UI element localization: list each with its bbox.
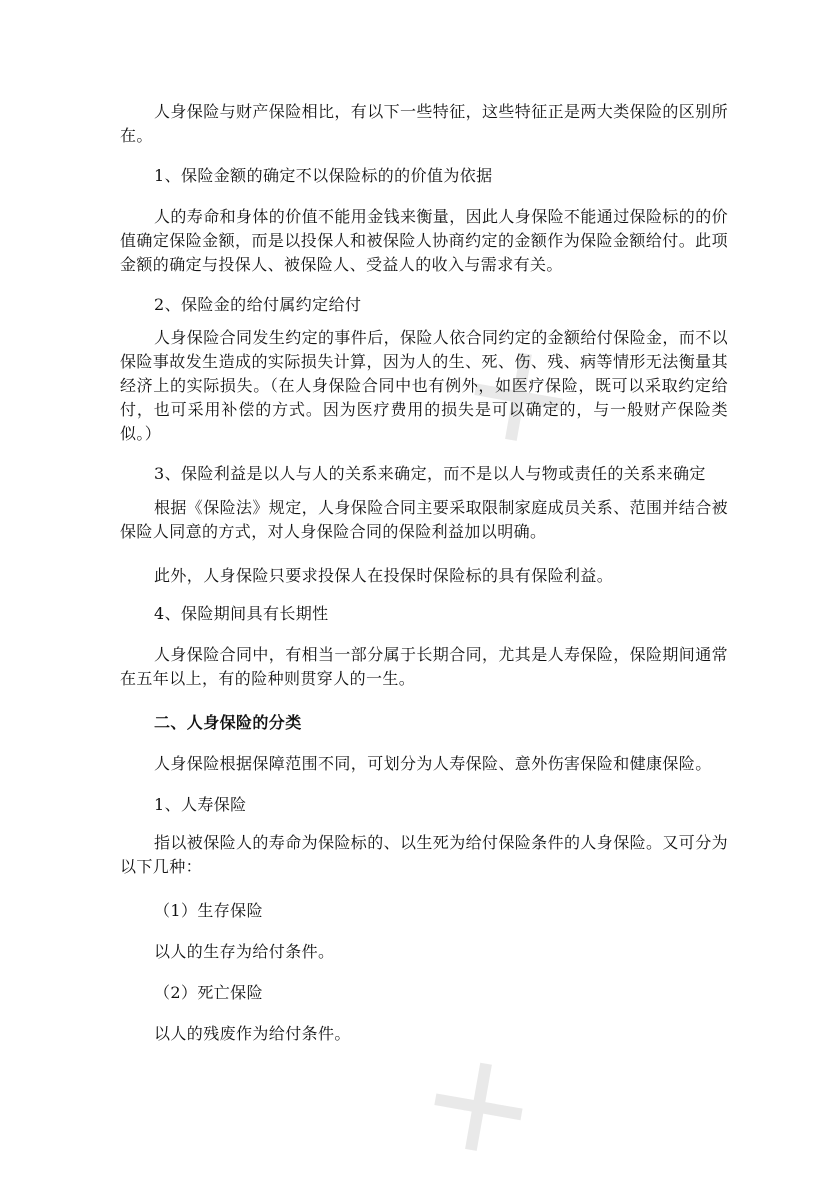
feature-heading-1: 1、保险金额的确定不以保险标的的价值为依据 bbox=[154, 166, 493, 185]
subheading-death-insurance: （2）死亡保险 bbox=[154, 983, 263, 1002]
feature-paragraph-3: 根据《保险法》规定，人身保险合同主要采取限制家庭成员关系、范围并结合被保险人同意的方式，对人身保险合同的保险利益加以明确。 bbox=[120, 498, 729, 541]
feature-paragraph-4: 人身保险合同中，有相当一部分属于长期合同，尤其是人寿保险，保险期间通常在五年以上，有的险种则贯穿人的一生。 bbox=[120, 645, 729, 688]
feature-paragraph-3b: 此外，人身保险只要求投保人在投保时保险标的具有保险利益。 bbox=[154, 566, 614, 585]
survival-insurance-paragraph: 以人的生存为给付条件。 bbox=[154, 942, 335, 961]
subheading-life-insurance: 1、人寿保险 bbox=[154, 795, 247, 814]
section-heading-classification: 二、人身保险的分类 bbox=[154, 713, 302, 732]
watermark: ✕ bbox=[439, 313, 602, 486]
feature-heading-3: 3、保险利益是以人与人的关系来确定，而不是以人与物或责任的关系来确定 bbox=[154, 464, 706, 483]
feature-paragraph-2: 人身保险合同发生约定的事件后，保险人依合同约定的金额给付保险金，而不以保险事故发生造成的实际损失计算，因为人的生、死、伤、残、病等情形无法衡量其经济上的实际损失。（在人身保险合同中也有例外，如医疗保险，既可以采取约定给付，也可采用补偿的方式。因为医疗费用的损失是可以确定的，与一般财产保险类似。） bbox=[120, 328, 729, 443]
classification-paragraph: 人身保险根据保障范围不同，可划分为人寿保险、意外伤害保险和健康保险。 bbox=[154, 754, 712, 773]
life-insurance-paragraph: 指以被保险人的寿命为保险标的、以生死为给付保险条件的人身保险。又可分为以下几种： bbox=[120, 833, 729, 876]
death-insurance-paragraph: 以人的残废作为给付条件。 bbox=[154, 1024, 351, 1043]
feature-heading-2: 2、保险金的给付属约定给付 bbox=[154, 295, 362, 314]
feature-paragraph-1: 人的寿命和身体的价值不能用金钱来衡量，因此人身保险不能通过保险标的的价值确定保险金额，而是以投保人和被保险人协商约定的金额作为保险金额给付。此项金额的确定与投保人、被保险人、受益人的收入与需求有关。 bbox=[120, 207, 729, 274]
intro-paragraph: 人身保险与财产保险相比，有以下一些特征，这些特征正是两大类保险的区别所在。 bbox=[120, 102, 729, 145]
subheading-survival-insurance: （1）生存保险 bbox=[154, 901, 263, 920]
watermark: ✕ bbox=[399, 1023, 562, 1195]
feature-heading-4: 4、保险期间具有长期性 bbox=[154, 604, 329, 623]
